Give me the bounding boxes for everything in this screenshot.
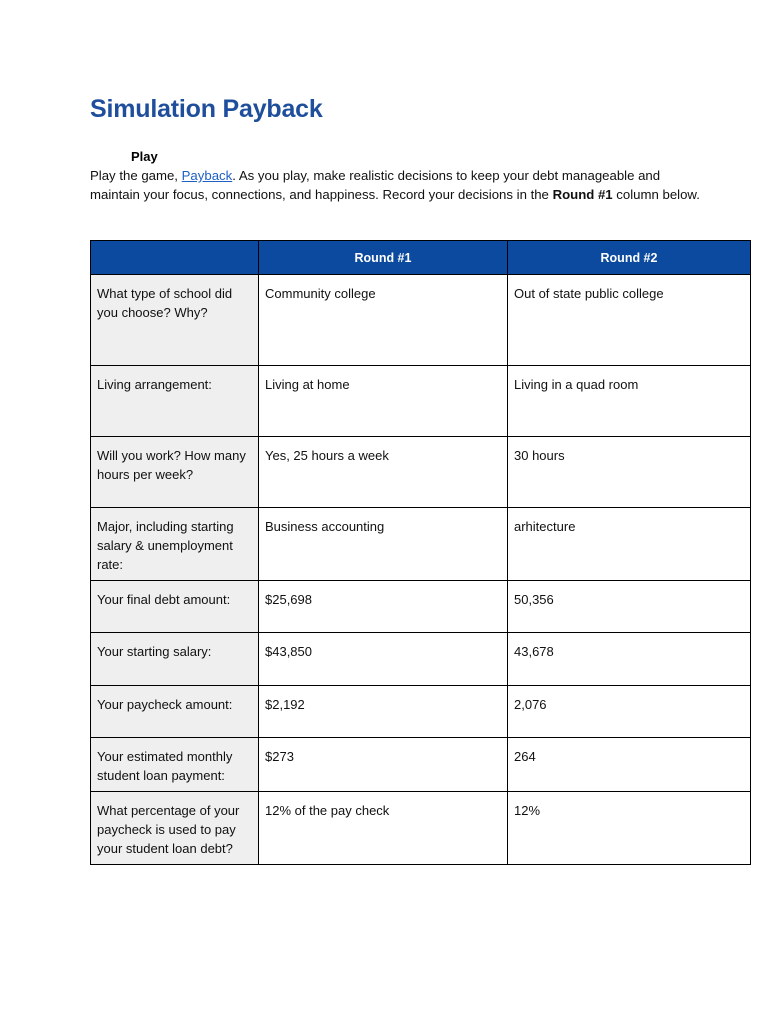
round-1-cell[interactable]: Yes, 25 hours a week (259, 437, 508, 508)
round-1-cell[interactable]: Community college (259, 275, 508, 366)
table-row (91, 792, 751, 865)
round-2-cell[interactable]: Out of state public college (508, 275, 751, 366)
round-1-cell[interactable]: $273 (259, 738, 508, 792)
round-1-cell[interactable]: Living at home (259, 366, 508, 437)
intro-text-middle: . As you play, make realistic decisions to keep your debt manageable and maintain your focus, connections, and happiness. Record your decisions in the (90, 168, 661, 202)
round-2-cell[interactable]: 2,076 (508, 686, 751, 738)
round-2-cell[interactable]: arhitecture (508, 508, 751, 581)
question-cell: Your estimated monthly student loan payment: (91, 738, 259, 792)
table-row (91, 366, 751, 437)
question-cell: Your final debt amount: (91, 581, 259, 633)
round-1-cell[interactable]: 12% of the pay check (259, 792, 508, 865)
intro-bold-round: Round #1 (552, 187, 613, 202)
question-cell: Will you work? How many hours per week? (91, 437, 259, 508)
round-1-cell[interactable]: $43,850 (259, 633, 508, 686)
question-cell: Your starting salary: (91, 633, 259, 686)
table-row (91, 686, 751, 738)
round-1-cell[interactable]: $25,698 (259, 581, 508, 633)
round-2-cell[interactable]: Living in a quad room (508, 366, 751, 437)
round-2-cell[interactable]: 12% (508, 792, 751, 865)
round-2-cell[interactable]: 264 (508, 738, 751, 792)
intro-paragraph (90, 166, 700, 204)
table-row (91, 437, 751, 508)
payback-link[interactable]: Payback (181, 168, 233, 183)
intro-text-start: Play the game, (90, 168, 182, 183)
intro-text-end: column below. (612, 187, 700, 202)
header-round-1: Round #1 (259, 241, 508, 275)
question-cell: What type of school did you choose? Why? (91, 275, 259, 366)
round-2-cell[interactable]: 50,356 (508, 581, 751, 633)
page-title: Simulation Payback (90, 95, 323, 123)
header-round-2: Round #2 (508, 241, 751, 275)
table-row (91, 738, 751, 792)
table-header-row (91, 241, 751, 275)
question-cell: Major, including starting salary & unemployment rate: (91, 508, 259, 581)
question-cell: Living arrangement: (91, 366, 259, 437)
table-row (91, 508, 751, 581)
table-row (91, 633, 751, 686)
table-row (91, 275, 751, 366)
decision-table (90, 240, 751, 865)
round-1-cell[interactable]: $2,192 (259, 686, 508, 738)
question-cell: What percentage of your paycheck is used to pay your student loan debt? (91, 792, 259, 865)
round-2-cell[interactable]: 30 hours (508, 437, 751, 508)
section-heading: Play (131, 149, 158, 164)
question-cell: Your paycheck amount: (91, 686, 259, 738)
round-2-cell[interactable]: 43,678 (508, 633, 751, 686)
table-row (91, 581, 751, 633)
round-1-cell[interactable]: Business accounting (259, 508, 508, 581)
header-blank (91, 241, 259, 275)
